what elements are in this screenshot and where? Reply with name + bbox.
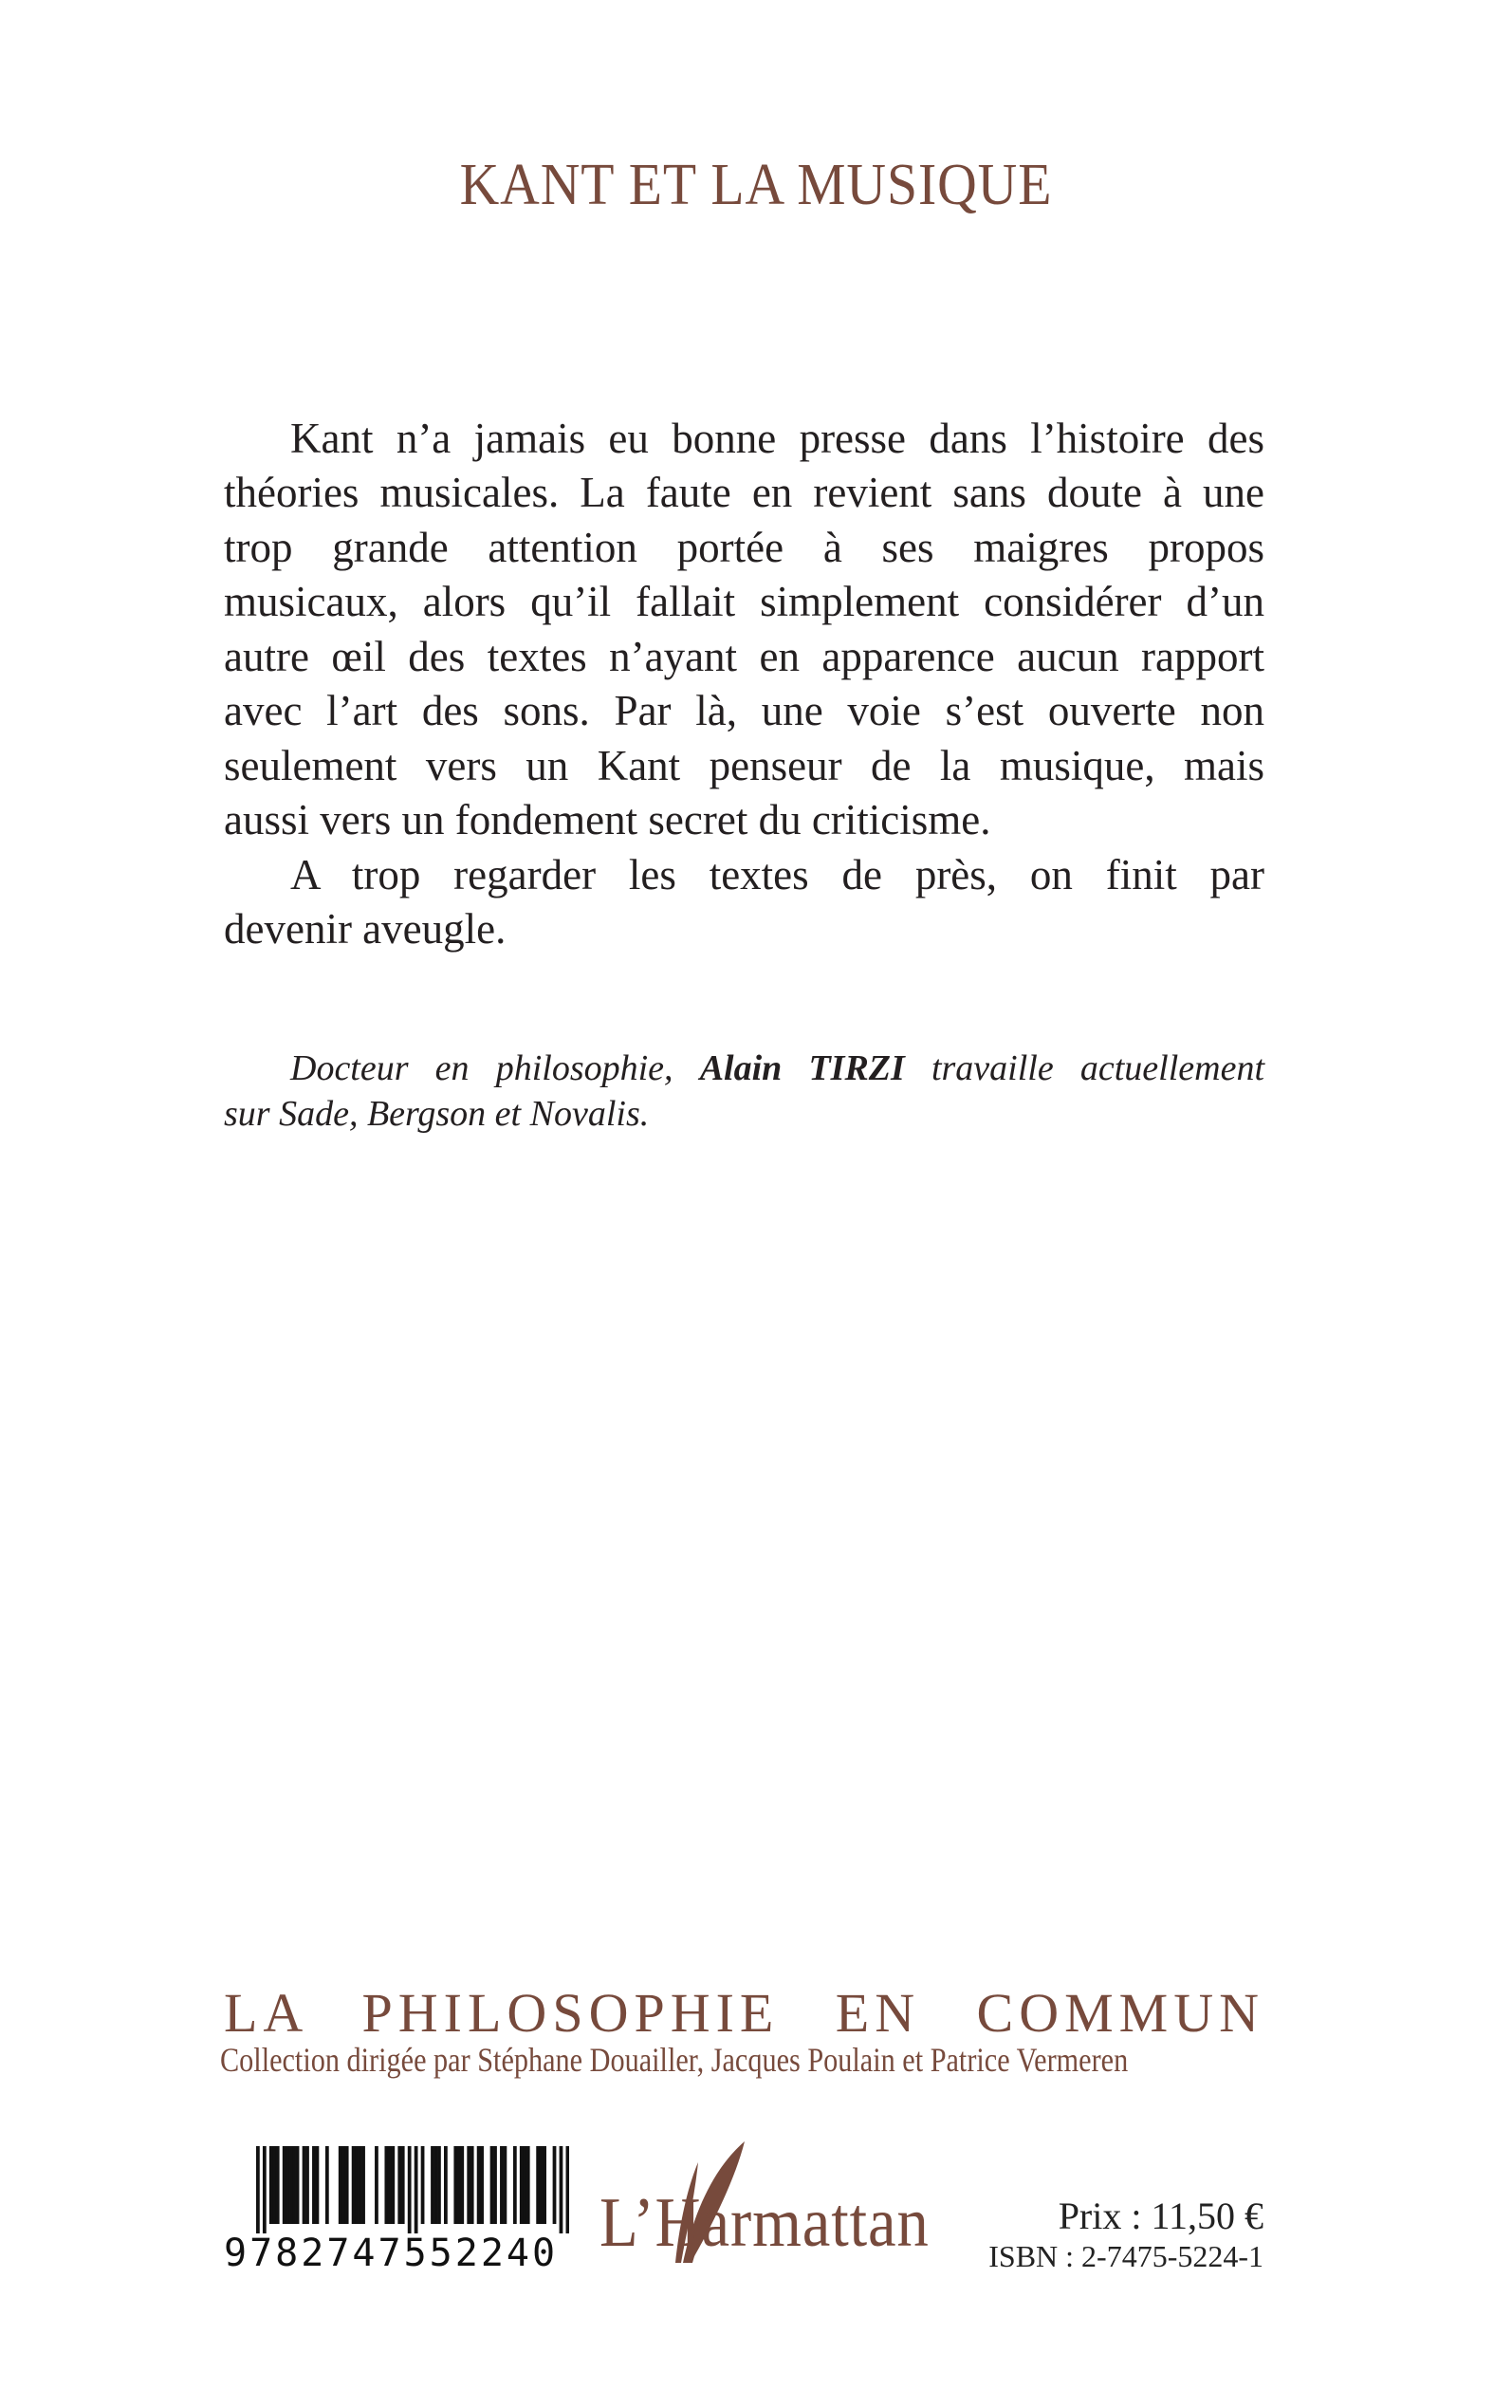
barcode-bar xyxy=(470,2146,474,2224)
barcode-bar xyxy=(513,2146,517,2224)
barcode-bar xyxy=(553,2146,557,2224)
publisher-logo-text: L’Harmattan xyxy=(599,2184,930,2262)
blurb-line: trop grande attention portée à ses maigres propos xyxy=(224,524,1264,571)
blurb-line: devenir aveugle. xyxy=(224,905,507,953)
barcode-bar xyxy=(560,2146,563,2233)
barcode-bar xyxy=(375,2146,378,2224)
author-note-text: Docteur en philosophie, xyxy=(290,1048,700,1088)
author-note-line xyxy=(290,1047,1264,1089)
barcode-bar xyxy=(355,2146,359,2224)
barcode-bar xyxy=(289,2146,293,2224)
barcode-bar xyxy=(421,2146,425,2224)
barcode-bar xyxy=(490,2146,494,2224)
barcode-bar xyxy=(437,2146,441,2224)
barcode-bar xyxy=(312,2146,316,2224)
barcode-bar xyxy=(316,2146,320,2224)
series-name: LA PHILOSOPHIE EN COMMUN xyxy=(224,1982,1264,2044)
blurb-line: Kant n’a jamais eu bonne presse dans l’histoire des xyxy=(290,415,1264,462)
barcode-bar xyxy=(536,2146,540,2224)
barcode-bar xyxy=(453,2146,457,2224)
barcode xyxy=(256,2146,569,2233)
barcode-bar xyxy=(444,2146,448,2224)
barcode-bar xyxy=(391,2146,395,2224)
barcode-bar xyxy=(480,2146,484,2224)
barcode-bar xyxy=(397,2146,401,2224)
barcode-bar xyxy=(520,2146,524,2224)
book-title: KANT ET LA MUSIQUE xyxy=(459,153,1053,217)
barcode-bar xyxy=(296,2146,300,2224)
barcode-bar xyxy=(345,2146,349,2224)
barcode-bar xyxy=(339,2146,342,2224)
blurb-line: avec l’art des sons. Par là, une voie s’est ouverte non xyxy=(224,687,1264,734)
blurb-line: seulement vers un Kant penseur de la musique, mais xyxy=(224,742,1264,789)
barcode-bar xyxy=(401,2146,405,2224)
barcode-bar xyxy=(384,2146,388,2224)
barcode-bar xyxy=(504,2146,507,2224)
barcode-bar xyxy=(434,2146,438,2224)
barcode-bar xyxy=(543,2146,546,2224)
publisher-logo xyxy=(598,2149,949,2272)
barcode-bar xyxy=(460,2146,464,2224)
author-note-text: travaille actuellement xyxy=(904,1048,1264,1088)
barcode-bar xyxy=(276,2146,280,2224)
barcode-digits: 9782747552240 xyxy=(224,2232,559,2275)
author-note-line: sur Sade, Bergson et Novalis. xyxy=(224,1094,650,1134)
barcode-bar xyxy=(352,2146,356,2224)
barcode-bar xyxy=(341,2146,345,2224)
barcode-bar xyxy=(500,2146,504,2224)
barcode-bar xyxy=(467,2146,470,2224)
price: Prix : 11,50 € xyxy=(1058,2195,1263,2237)
author-name: Alain TIRZI xyxy=(699,1048,905,1088)
blurb-line: aussi vers un fondement secret du criticisme. xyxy=(224,796,991,843)
barcode-bar xyxy=(457,2146,461,2224)
barcode-bar xyxy=(292,2146,296,2224)
barcode-bar xyxy=(526,2146,530,2224)
barcode-bar xyxy=(540,2146,544,2224)
barcode-bar xyxy=(305,2146,309,2224)
barcode-bar xyxy=(359,2146,362,2224)
barcode-bar xyxy=(303,2146,306,2224)
barcode-bar xyxy=(408,2146,412,2233)
barcode-bar xyxy=(388,2146,392,2224)
barcode-bar xyxy=(566,2146,569,2233)
barcode-bar xyxy=(286,2146,289,2224)
barcode-bar xyxy=(415,2146,418,2233)
barcode-bar xyxy=(272,2146,276,2224)
barcode-bar xyxy=(269,2146,273,2224)
barcode-bar xyxy=(283,2146,286,2224)
blurb-line: autre œil des textes n’ayant en apparence aucun rapport xyxy=(224,633,1264,680)
barcode-bar xyxy=(431,2146,434,2224)
barcode-bar xyxy=(256,2146,260,2233)
series-directors: Collection dirigée par Stéphane Douailler, Jacques Poulain et Patrice Vermeren xyxy=(220,2041,1129,2079)
barcode-bar xyxy=(493,2146,497,2224)
barcode-bar xyxy=(325,2146,329,2224)
barcode-bar xyxy=(477,2146,481,2224)
barcode-bar xyxy=(523,2146,526,2224)
blurb-line: théories musicales. La faute en revient sans doute à une xyxy=(224,469,1264,516)
blurb-line: musicaux, alors qu’il fallait simplement considérer d’un xyxy=(224,578,1264,625)
barcode-bar xyxy=(361,2146,365,2224)
isbn: ISBN : 2-7475-5224-1 xyxy=(988,2239,1263,2273)
blurb-line: A trop regarder les textes de près, on finit par xyxy=(290,851,1264,898)
barcode-bar xyxy=(263,2146,267,2233)
